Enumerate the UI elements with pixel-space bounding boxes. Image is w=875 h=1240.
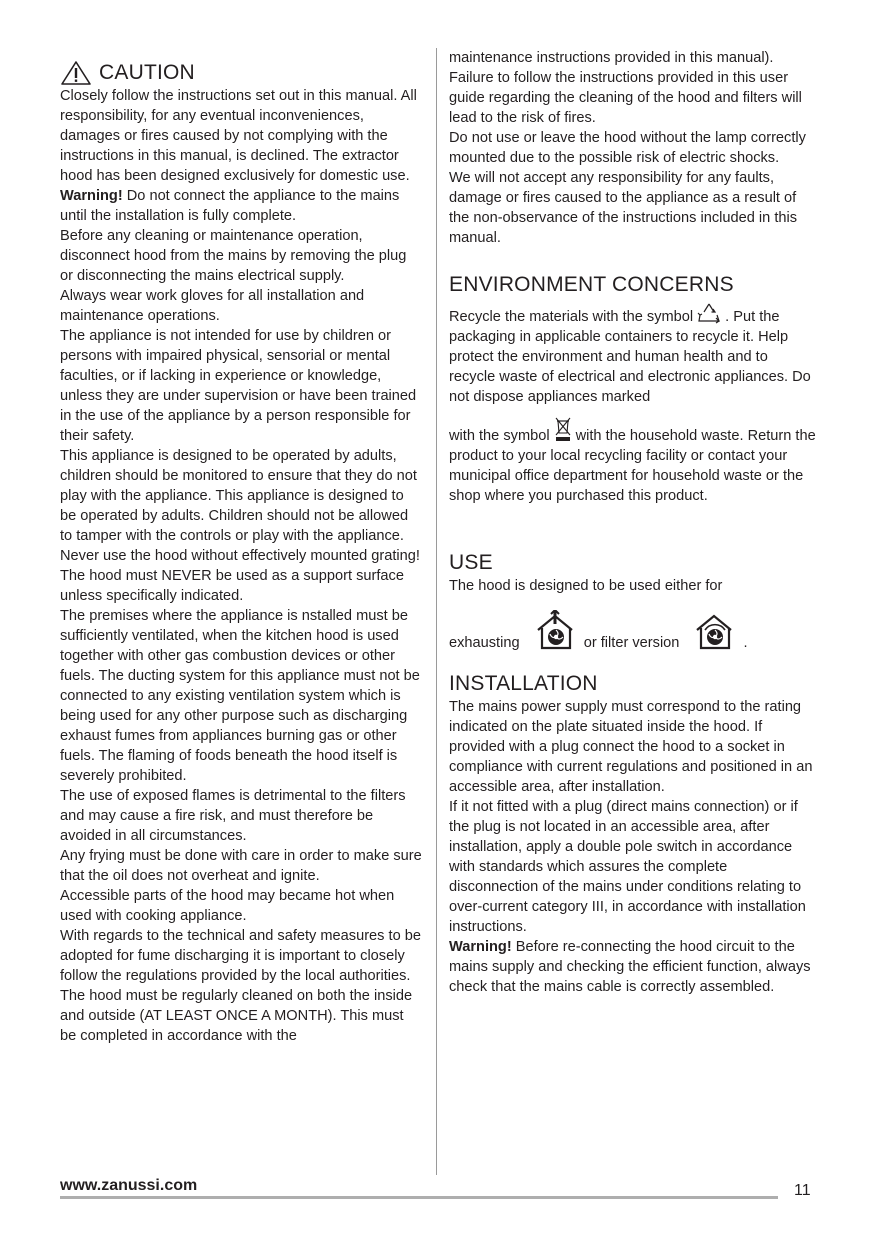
use-section [449,550,817,653]
footer-url: www.zanussi.com [60,1177,198,1194]
footer-rule [60,1196,778,1199]
caution-paragraph: The use of exposed flames is detrimental to the filters and may cause a fire risk, and must therefore be avoided in all circumstances. [60,788,406,844]
caution-paragraph: The appliance is not intended for use by children or persons with impaired physical, sensorial or mental faculties, or if lacking in experience or knowledge, unless they are under supervision or have been trained in the use of the appliance by a person responsible for their safety. [60,328,417,444]
caution-paragraph: Always wear work gloves for all installation and maintenance operations. [60,288,365,324]
exhausting-label: exhausting [449,635,520,651]
caution-paragraph: The premises where the appliance is nstalled must be sufficiently ventilated, when the kitchen hood is used together with other gas combustion devices or other fuels. The ducting system for this appliance must not be connected to any existing ventilation system which is being used for any other purpose such as discharging exhaust fumes from appliances burning gas or other fuels. The flaming of foods beneath the hood itself is severely prohibited. [60,608,420,784]
installation-title: INSTALLATION [449,672,598,695]
use-versions [449,610,817,653]
caution-paragraph: We will not accept any responsibility for any faults, damage or fires caused to the appliance as a result of the non-observance of the instructions included in this manual. [449,170,798,246]
caution-paragraph: Before any cleaning or maintenance operation, disconnect hood from the mains by removing the plug or disconnecting the mains electrical supply. [60,228,407,284]
caution-paragraph: The hood must NEVER be used as a support surface unless specifically indicated. [60,568,404,604]
installation-section [449,671,817,997]
caution-paragraph: With regards to the technical and safety measures to be adopted for fume discharging it is important to closely follow the regulations provided by the local authorities. [60,928,421,984]
environment-text: with the symbol [449,428,550,444]
caution-paragraph: Closely follow the instructions set out in this manual. All responsibility, for any eventual inconveniences, damages or fires caused by not complying with the instructions in this manual, is declined. The extractor hood has been designed exclusively for domestic use. [60,88,417,184]
caution-paragraph: Never use the hood without effectively mounted grating! [60,548,420,564]
warning-text: Before re-connecting the hood circuit to the mains supply and checking the efficient function, always check that the mains cable is correctly assembled. [449,939,811,995]
warning-label: Warning! [449,939,512,955]
crossed-bin-icon [553,417,573,443]
installation-paragraph: The mains power supply must correspond to the rating indicated on the plate situated inside the hood. If provided with a plug connect the hood to a socket in compliance with current regulations and positioned in an accessible area, after installation. [449,699,813,795]
warning-label: Warning! [60,188,123,204]
environment-section [449,272,817,506]
installation-warning [449,937,817,997]
use-end: . [743,635,748,651]
filter-version-label: or filter version [583,635,680,651]
filter-version-icon [693,610,735,652]
installation-paragraph: If it not fitted with a plug (direct mains connection) or if the plug is not located in an accessible area, after installation, apply a double pole switch in accordance with standards which assures the complete disconnection of the mains under conditions relating to over-current category III, in accordance with installation instructions. [449,799,806,935]
caution-paragraph: Do not use or leave the hood without the lamp correctly mounted due to the possible risk of electric shocks. [449,130,806,166]
use-title: USE [449,551,493,574]
left-column [60,48,422,1046]
environment-paragraph [449,417,817,506]
column-divider [436,48,437,1175]
environment-text: with the household waste. Return the product to your local recycling facility or contact your municipal office department for household waste or the shop where you purchased this product. [449,428,816,504]
caution-paragraph: This appliance is designed to be operated by adults, children should be monitored to ensure that they do not play with the appliance. This appliance is designed to be operated by adults. Children should not be allowed to tamper with the controls or play with the appliance. [60,448,417,544]
caution-heading [60,60,422,86]
exhausting-version-icon [534,610,576,652]
warning-triangle-icon [60,60,92,86]
caution-paragraph: Any frying must be done with care in order to make sure that the oil does not overheat and ignite. [60,848,422,884]
caution-paragraph: Accessible parts of the hood may became hot when used with cooking appliance. [60,888,395,924]
caution-paragraph: maintenance instructions provided in this manual). Failure to follow the instructions provided in this user guide regarding the cleaning of the hood and filters will lead to the risk of fires. [449,50,802,126]
warning-text: Do not connect the appliance to the mains until the installation is fully complete. [60,188,400,224]
caution-warning [60,186,422,226]
caution-title: CAUTION [99,61,195,84]
environment-paragraph [449,302,817,407]
environment-text: Recycle the materials with the symbol [449,309,694,325]
page-number: 11 [794,1182,811,1199]
right-column [449,48,817,997]
caution-paragraph: The hood must be regularly cleaned on both the inside and outside (AT LEAST ONCE A MONTH). This must be completed in accordance with the [60,988,413,1044]
use-paragraph: The hood is designed to be used either for [449,578,723,594]
environment-text: . Put the packaging in applicable containers to recycle it. Help protect the environment and human health and to recycle waste of electrical and electronic appliances. Do not dispose appliances marked [449,309,811,405]
environment-title: ENVIRONMENT CONCERNS [449,273,734,296]
recycle-icon [696,302,722,324]
